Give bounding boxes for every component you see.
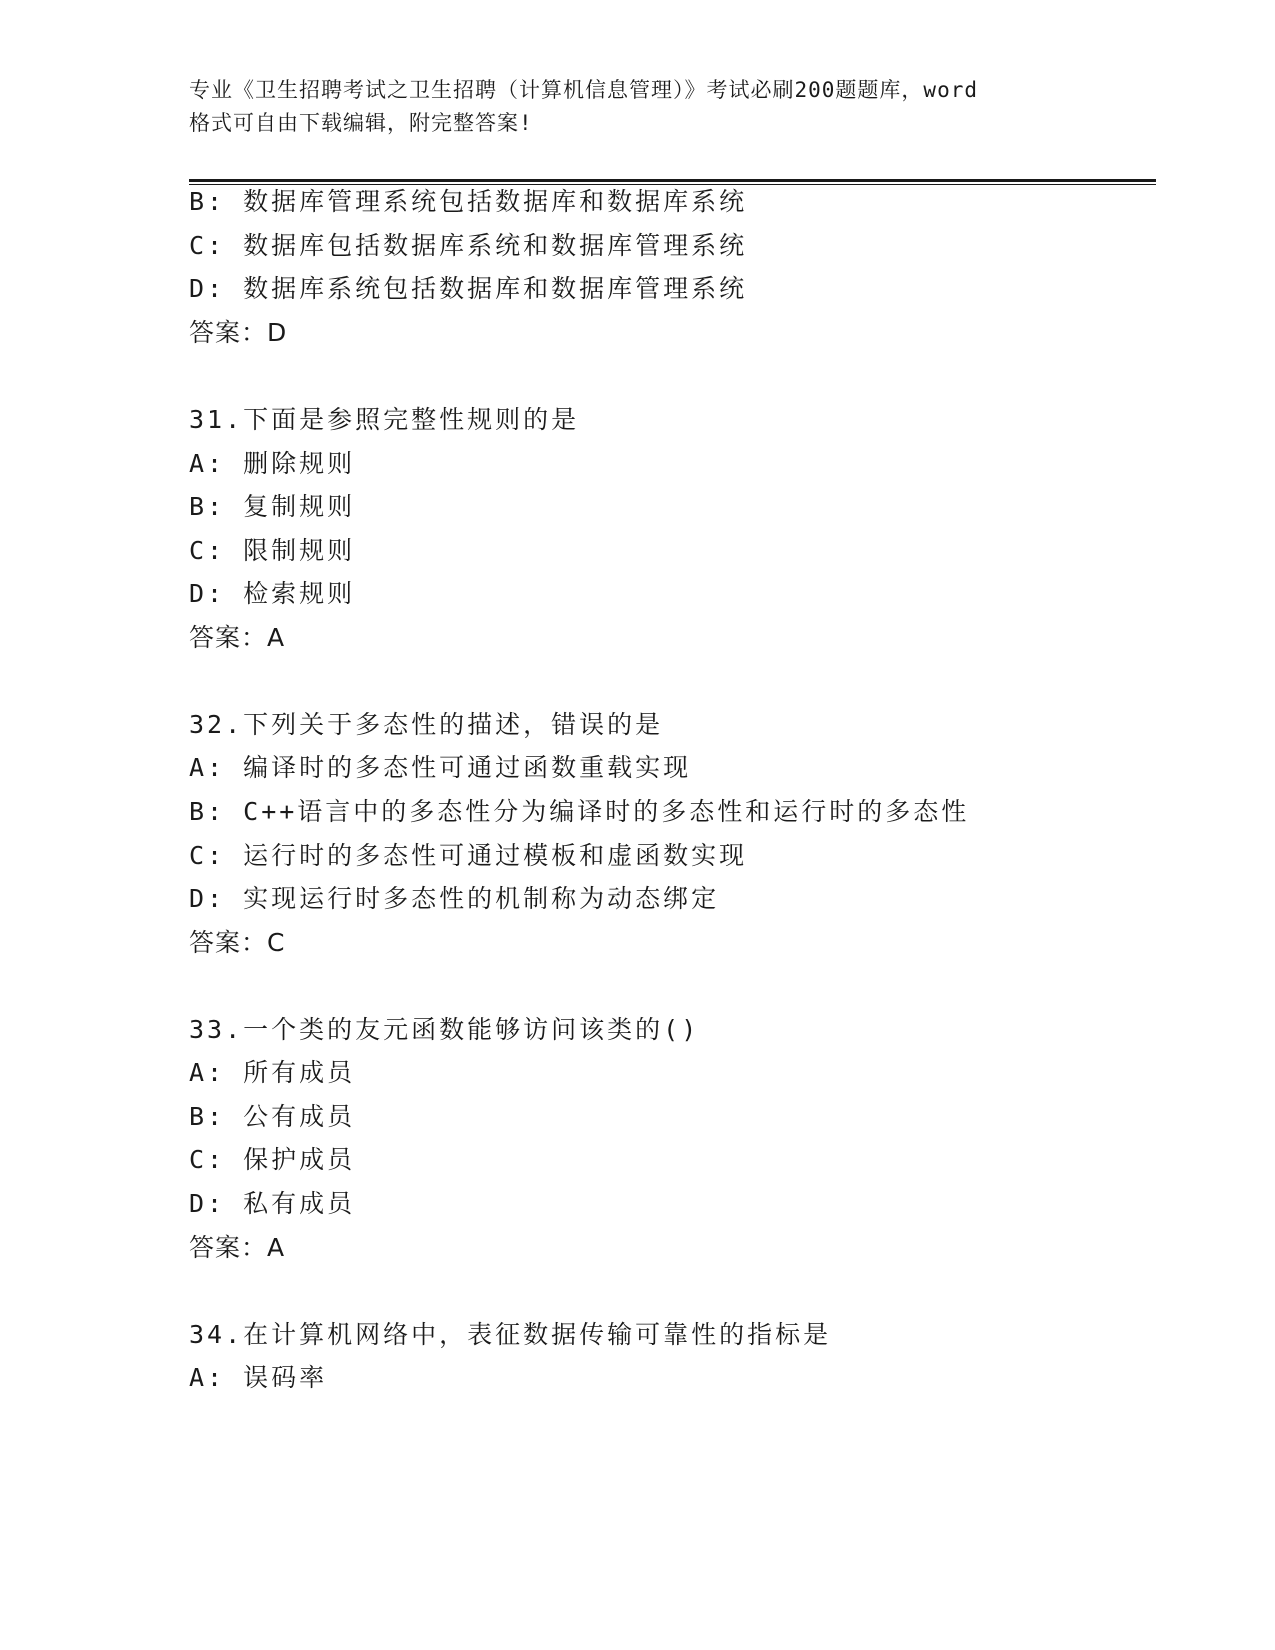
option-a: A: 误码率 xyxy=(189,1363,328,1392)
answer: 答案：D xyxy=(189,318,288,347)
question-stem: 33.一个类的友元函数能够访问该类的() xyxy=(189,1015,700,1044)
option-d: D: 检索规则 xyxy=(189,579,356,608)
option-a: A: 编译时的多态性可通过函数重载实现 xyxy=(189,753,692,782)
answer: 答案：A xyxy=(189,623,286,652)
document-header xyxy=(189,74,1089,140)
option-c: C: 限制规则 xyxy=(189,536,356,565)
option-c: C: 数据库包括数据库系统和数据库管理系统 xyxy=(189,231,748,260)
option-d: D: 实现运行时多态性的机制称为动态绑定 xyxy=(189,884,720,913)
option-d: D: 数据库系统包括数据库和数据库管理系统 xyxy=(189,274,748,303)
option-b: B: 公有成员 xyxy=(189,1102,356,1131)
header-divider-thick xyxy=(189,179,1156,182)
question-stem: 34.在计算机网络中，表征数据传输可靠性的指标是 xyxy=(189,1320,832,1349)
answer: 答案：A xyxy=(189,1233,286,1262)
option-c: C: 保护成员 xyxy=(189,1145,356,1174)
header-title-line-2: 格式可自由下载编辑，附完整答案! xyxy=(189,111,533,135)
option-b: B: 数据库管理系统包括数据库和数据库系统 xyxy=(189,187,748,216)
header-title-line-1: 专业《卫生招聘考试之卫生招聘（计算机信息管理）》考试必刷200题题库，word xyxy=(189,78,978,102)
option-a: A: 删除规则 xyxy=(189,449,356,478)
option-a: A: 所有成员 xyxy=(189,1058,356,1087)
question-stem: 31.下面是参照完整性规则的是 xyxy=(189,405,580,434)
option-c: C: 运行时的多态性可通过模板和虚函数实现 xyxy=(189,841,748,870)
option-d: D: 私有成员 xyxy=(189,1189,356,1218)
option-b: B: C++语言中的多态性分为编译时的多态性和运行时的多态性 xyxy=(189,797,970,826)
question-stem: 32.下列关于多态性的描述，错误的是 xyxy=(189,710,664,739)
answer: 答案：C xyxy=(189,928,286,957)
option-b: B: 复制规则 xyxy=(189,492,356,521)
